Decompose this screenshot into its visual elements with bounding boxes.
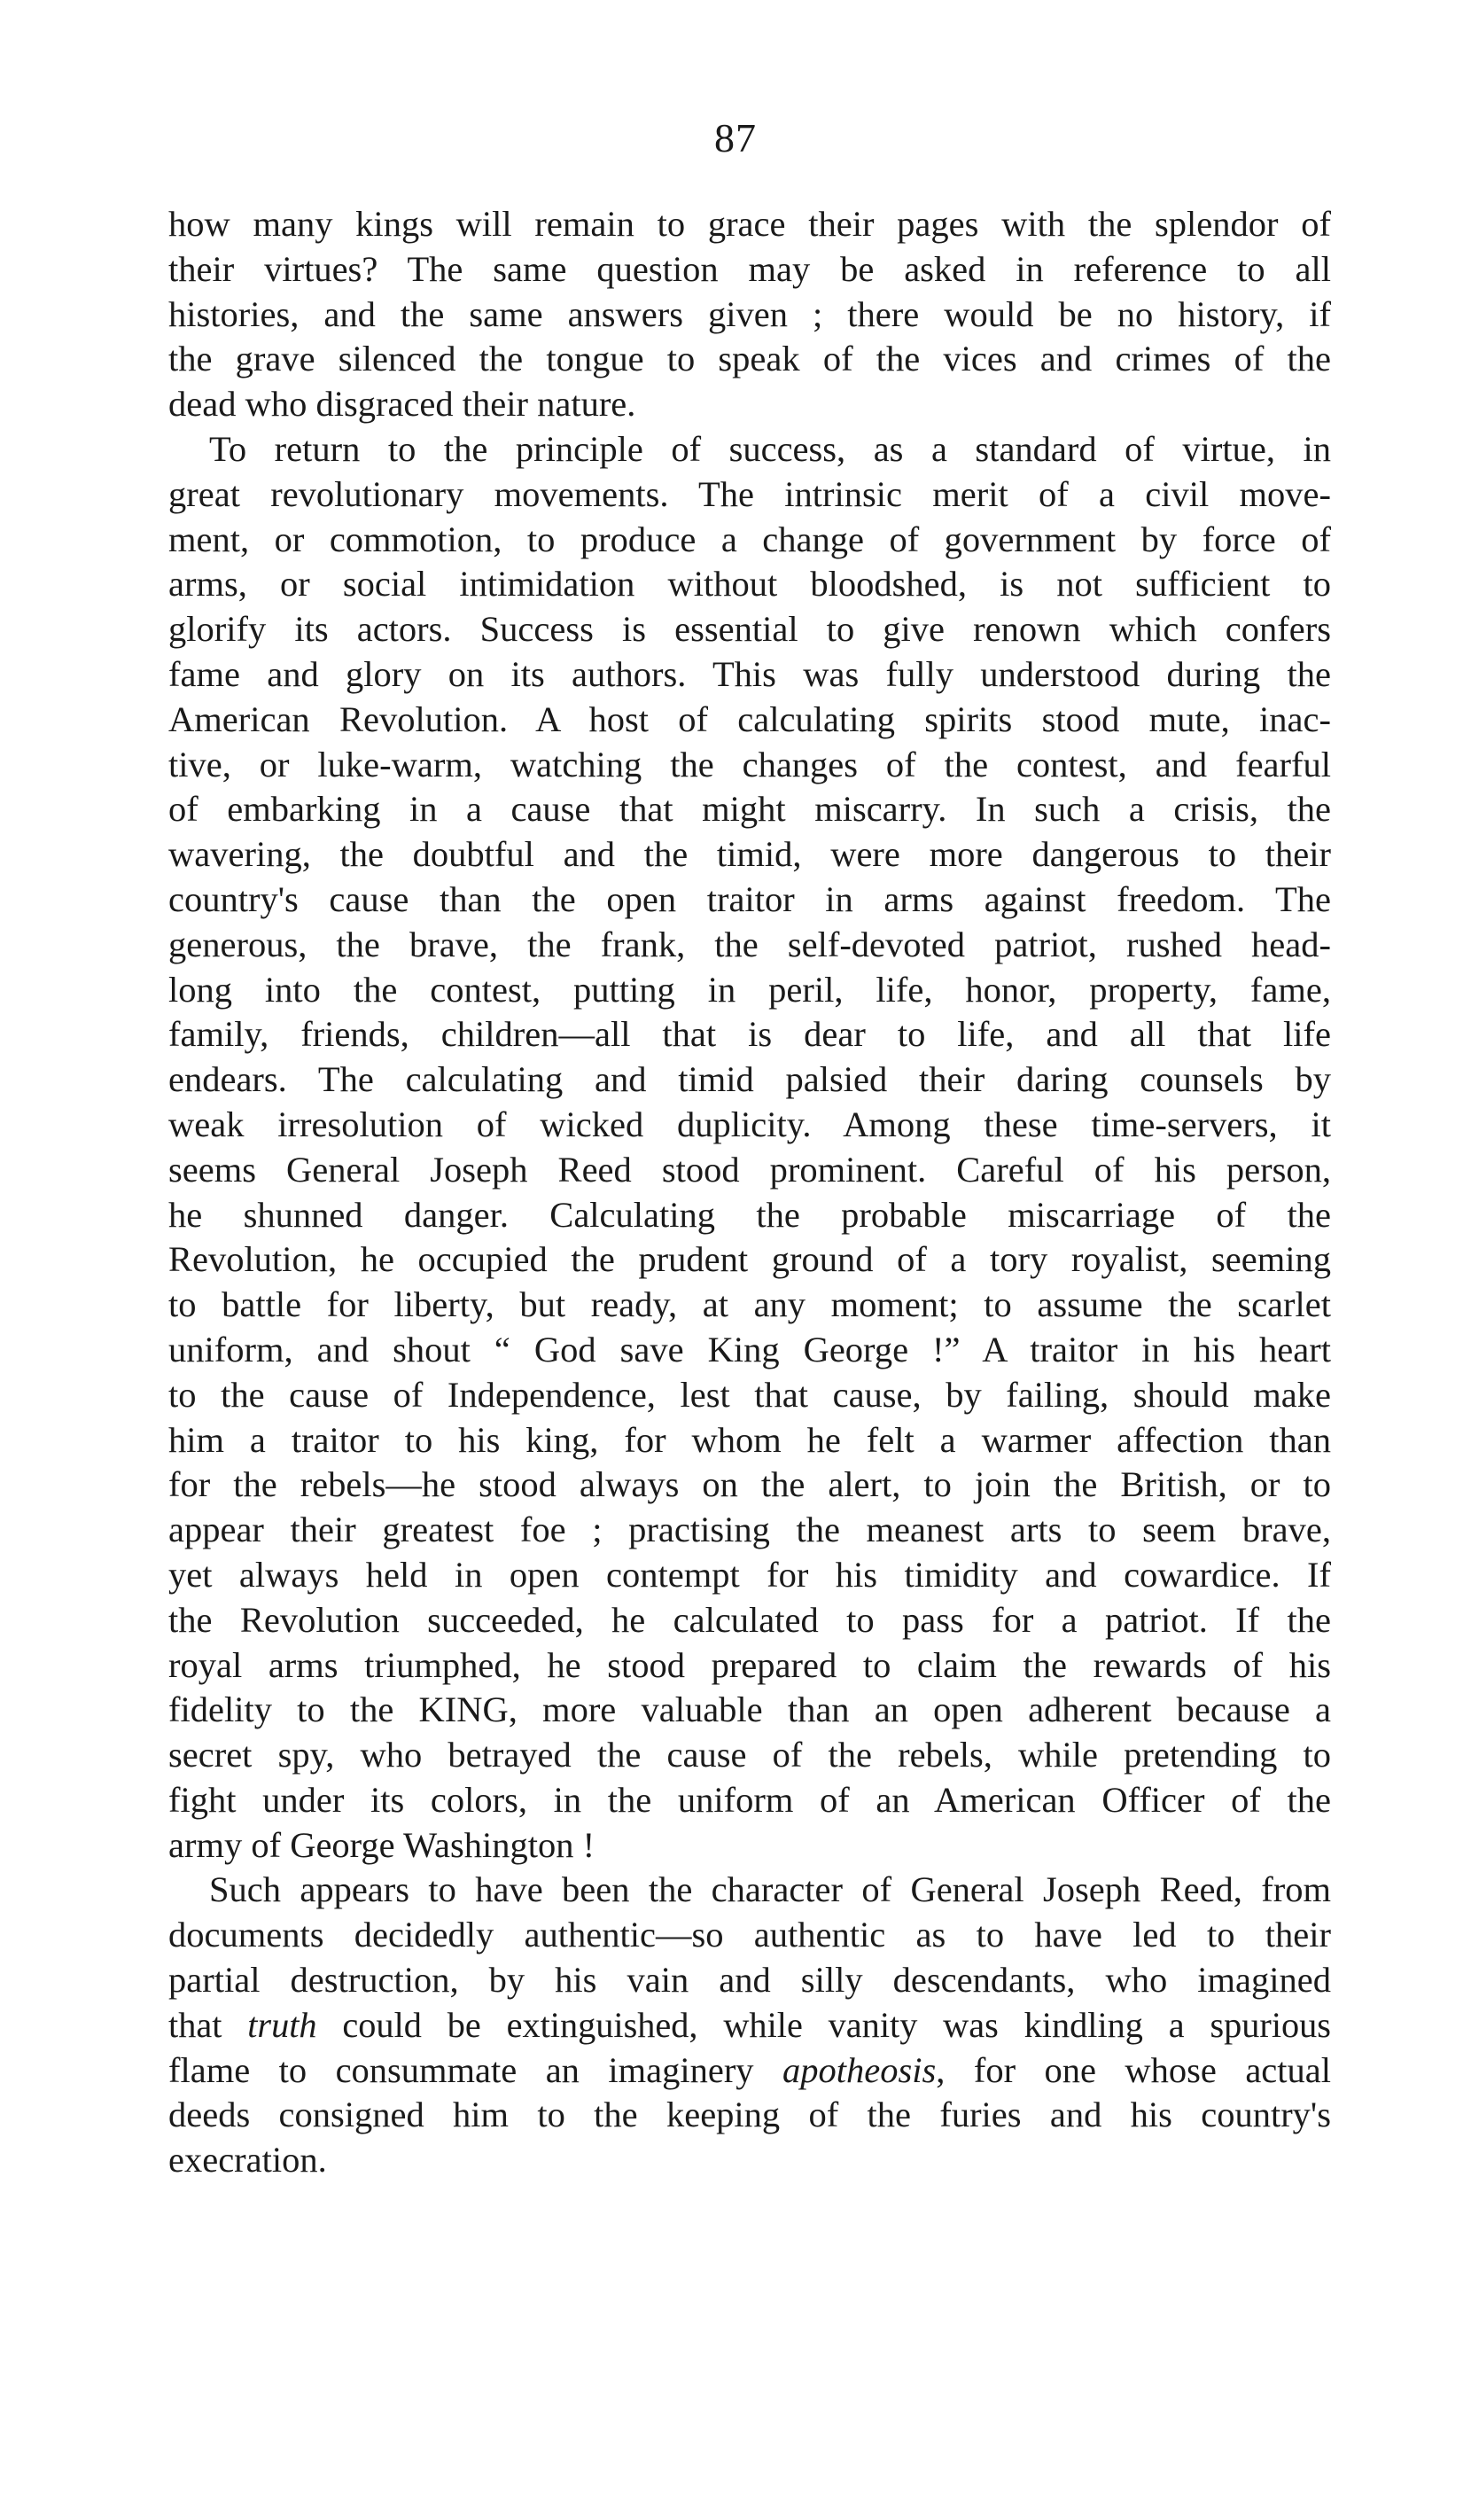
text-line: weak irresolution of wicked duplicity. Among these time-servers, it xyxy=(168,1104,1331,1144)
text-line: endears. The calculating and timid palsied their daring counsels by xyxy=(168,1059,1331,1100)
text-line: wavering, the doubtful and the timid, were more dangerous to their xyxy=(168,834,1331,875)
text-line: fame and glory on its authors. This was fully understood during the xyxy=(168,653,1331,694)
text-line: uniform, and shout “ God save King George !” A traitor in his heart xyxy=(168,1329,1331,1369)
text-line: generous, the brave, the frank, the self-devoted patriot, rushed head- xyxy=(168,924,1331,964)
text-line: him a traitor to his king, for whom he felt a warmer affection than xyxy=(168,1419,1331,1460)
text-line: country's cause than the open traitor in arms against freedom. The xyxy=(168,878,1331,919)
text-line: royal arms triumphed, he stood prepared to claim the rewards of his xyxy=(168,1644,1331,1685)
text-line: To return to the principle of success, as a standard of virtue, in xyxy=(209,428,1331,469)
text-line: deeds consigned him to the keeping of the furies and his country's xyxy=(168,2095,1331,2135)
text-line: their virtues? The same question may be asked in reference to all xyxy=(168,248,1331,289)
text-line: great revolutionary movements. The intrinsic merit of a civil move- xyxy=(168,473,1331,514)
page-number: 87 xyxy=(714,115,757,160)
text-line: to battle for liberty, but ready, at any moment; to assume the scarlet xyxy=(168,1284,1331,1325)
text-line: he shunned danger. Calculating the probable miscarriage of the xyxy=(168,1194,1331,1235)
text-line: family, friends, children—all that is dear to life, and all that life xyxy=(168,1014,1331,1055)
text-line: secret spy, who betrayed the cause of the rebels, while pretending to xyxy=(168,1735,1331,1775)
text-line: partial destruction, by his vain and silly descendants, who imagined xyxy=(168,1960,1331,2001)
text-line: army of George Washington ! xyxy=(168,1824,595,1865)
body-text xyxy=(168,202,1331,2183)
text-line: how many kings will remain to grace their pages with the splendor of xyxy=(168,204,1331,244)
text-line: execration. xyxy=(168,2140,327,2181)
text-line: tive, or luke-warm, watching the changes of the contest, and fearful xyxy=(168,744,1331,784)
text-line: ment, or commotion, to produce a change of government by force of xyxy=(168,519,1331,559)
text-line: arms, or social intimidation without bloodshed, is not sufficient to xyxy=(168,564,1331,605)
text-line: the Revolution succeeded, he calculated to pass for a patriot. If the xyxy=(168,1599,1331,1640)
text-line: for the rebels—he stood always on the alert, to join the British, or to xyxy=(168,1464,1331,1505)
text-line: Such appears to have been the character of General Joseph Reed, from xyxy=(209,1869,1331,1910)
text-line: dead who disgraced their nature. xyxy=(168,384,636,425)
text-line: Revolution, he occupied the prudent ground of a tory royalist, seeming xyxy=(168,1239,1331,1280)
text-line: histories, and the same answers given ; there would be no history, if xyxy=(168,293,1331,334)
text-line: flame to consummate an imaginery apotheosis, for one whose actual xyxy=(168,2049,1331,2090)
text-line: documents decidedly authentic—so authentic as to have led to their xyxy=(168,1915,1331,1955)
text-line: of embarking in a cause that might miscarry. In such a crisis, the xyxy=(168,789,1331,830)
text-line: that truth could be extinguished, while vanity was kindling a spurious xyxy=(168,2004,1331,2045)
text-line: the grave silenced the tongue to speak of the vices and crimes of the xyxy=(168,339,1331,379)
text-line: fight under its colors, in the uniform of an American Officer of the xyxy=(168,1779,1331,1820)
text-line: seems General Joseph Reed stood prominent. Careful of his person, xyxy=(168,1149,1331,1190)
text-line: glorify its actors. Success is essential to give renown which confers xyxy=(168,609,1331,650)
text-line: American Revolution. A host of calculating spirits stood mute, inac- xyxy=(168,698,1331,739)
text-line: long into the contest, putting in peril, life, honor, property, fame, xyxy=(168,969,1331,1010)
text-line: appear their greatest foe ; practising the meanest arts to seem brave, xyxy=(168,1510,1331,1550)
text-line: yet always held in open contempt for his timidity and cowardice. If xyxy=(168,1554,1331,1595)
text-line: fidelity to the KING, more valuable than an open adherent because a xyxy=(168,1689,1331,1730)
text-line: to the cause of Independence, lest that cause, by failing, should make xyxy=(168,1374,1331,1415)
